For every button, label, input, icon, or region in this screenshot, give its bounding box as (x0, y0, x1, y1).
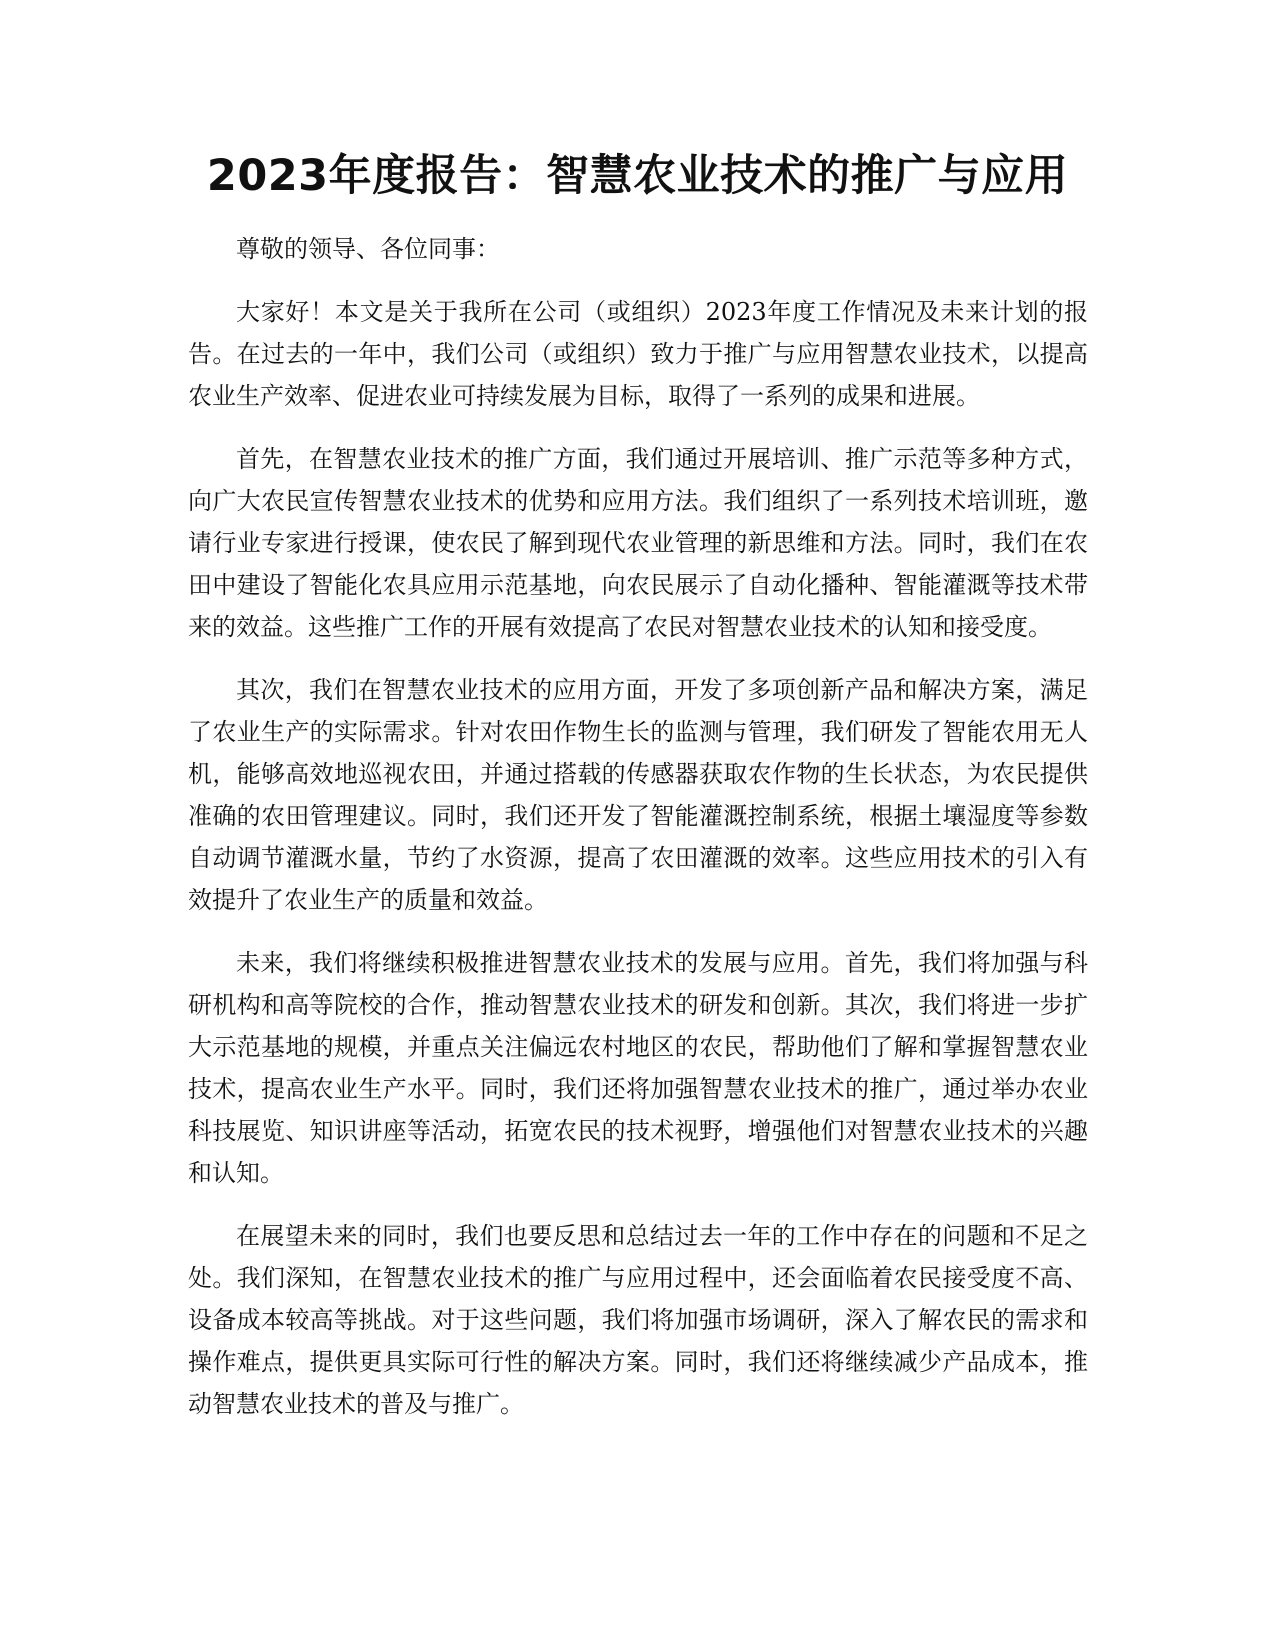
paragraph-reflection: 在展望未来的同时，我们也要反思和总结过去一年的工作中存在的问题和不足之处。我们深知，在智慧农业技术的推广与应用过程中，还会面临着农民接受度不高、设备成本较高等挑战。对于这些问题，我们将加强市场调研，深入了解农民的需求和操作难点，提供更具实际可行性的解决方案。同时，我们还将继续减少产品成本，推动智慧农业技术的普及与推广。 (188, 1222, 1088, 1418)
paragraph-application: 其次，我们在智慧农业技术的应用方面，开发了多项创新产品和解决方案，满足了农业生产的实际需求。针对农田作物生长的监测与管理，我们研发了智能农用无人机，能够高效地巡视农田，并通过搭载的传感器获取农作物的生长状态，为农民提供准确的农田管理建议。同时，我们还开发了智能灌溉控制系统，根据土壤湿度等参数自动调节灌溉水量，节约了水资源，提高了农田灌溉的效率。这些应用技术的引入有效提升了农业生产的质量和效益。 (188, 676, 1088, 914)
paragraph-promotion: 首先，在智慧农业技术的推广方面，我们通过开展培训、推广示范等多种方式，向广大农民宣传智慧农业技术的优势和应用方法。我们组织了一系列技术培训班，邀请行业专家进行授课，使农民了解到现代农业管理的新思维和方法。同时，我们在农田中建设了智能化农具应用示范基地，向农民展示了自动化播种、智能灌溉等技术带来的效益。这些推广工作的开展有效提高了农民对智慧农业技术的认知和接受度。 (188, 445, 1088, 641)
salutation: 尊敬的领导、各位同事： (236, 235, 500, 263)
paragraph-intro: 大家好！本文是关于我所在公司（或组织）2023年度工作情况及未来计划的报告。在过去的一年中，我们公司（或组织）致力于推广与应用智慧农业技术，以提高农业生产效率、促进农业可持续发展为目标，取得了一系列的成果和进展。 (188, 298, 1088, 410)
document-body (188, 228, 1088, 1446)
document-title: 2023年度报告：智慧农业技术的推广与应用 (206, 151, 1069, 201)
paragraph-future: 未来，我们将继续积极推进智慧农业技术的发展与应用。首先，我们将加强与科研机构和高等院校的合作，推动智慧农业技术的研发和创新。其次，我们将进一步扩大示范基地的规模，并重点关注偏远农村地区的农民，帮助他们了解和掌握智慧农业技术，提高农业生产水平。同时，我们还将加强智慧农业技术的推广，通过举办农业科技展览、知识讲座等活动，拓宽农民的技术视野，增强他们对智慧农业技术的兴趣和认知。 (188, 949, 1088, 1187)
